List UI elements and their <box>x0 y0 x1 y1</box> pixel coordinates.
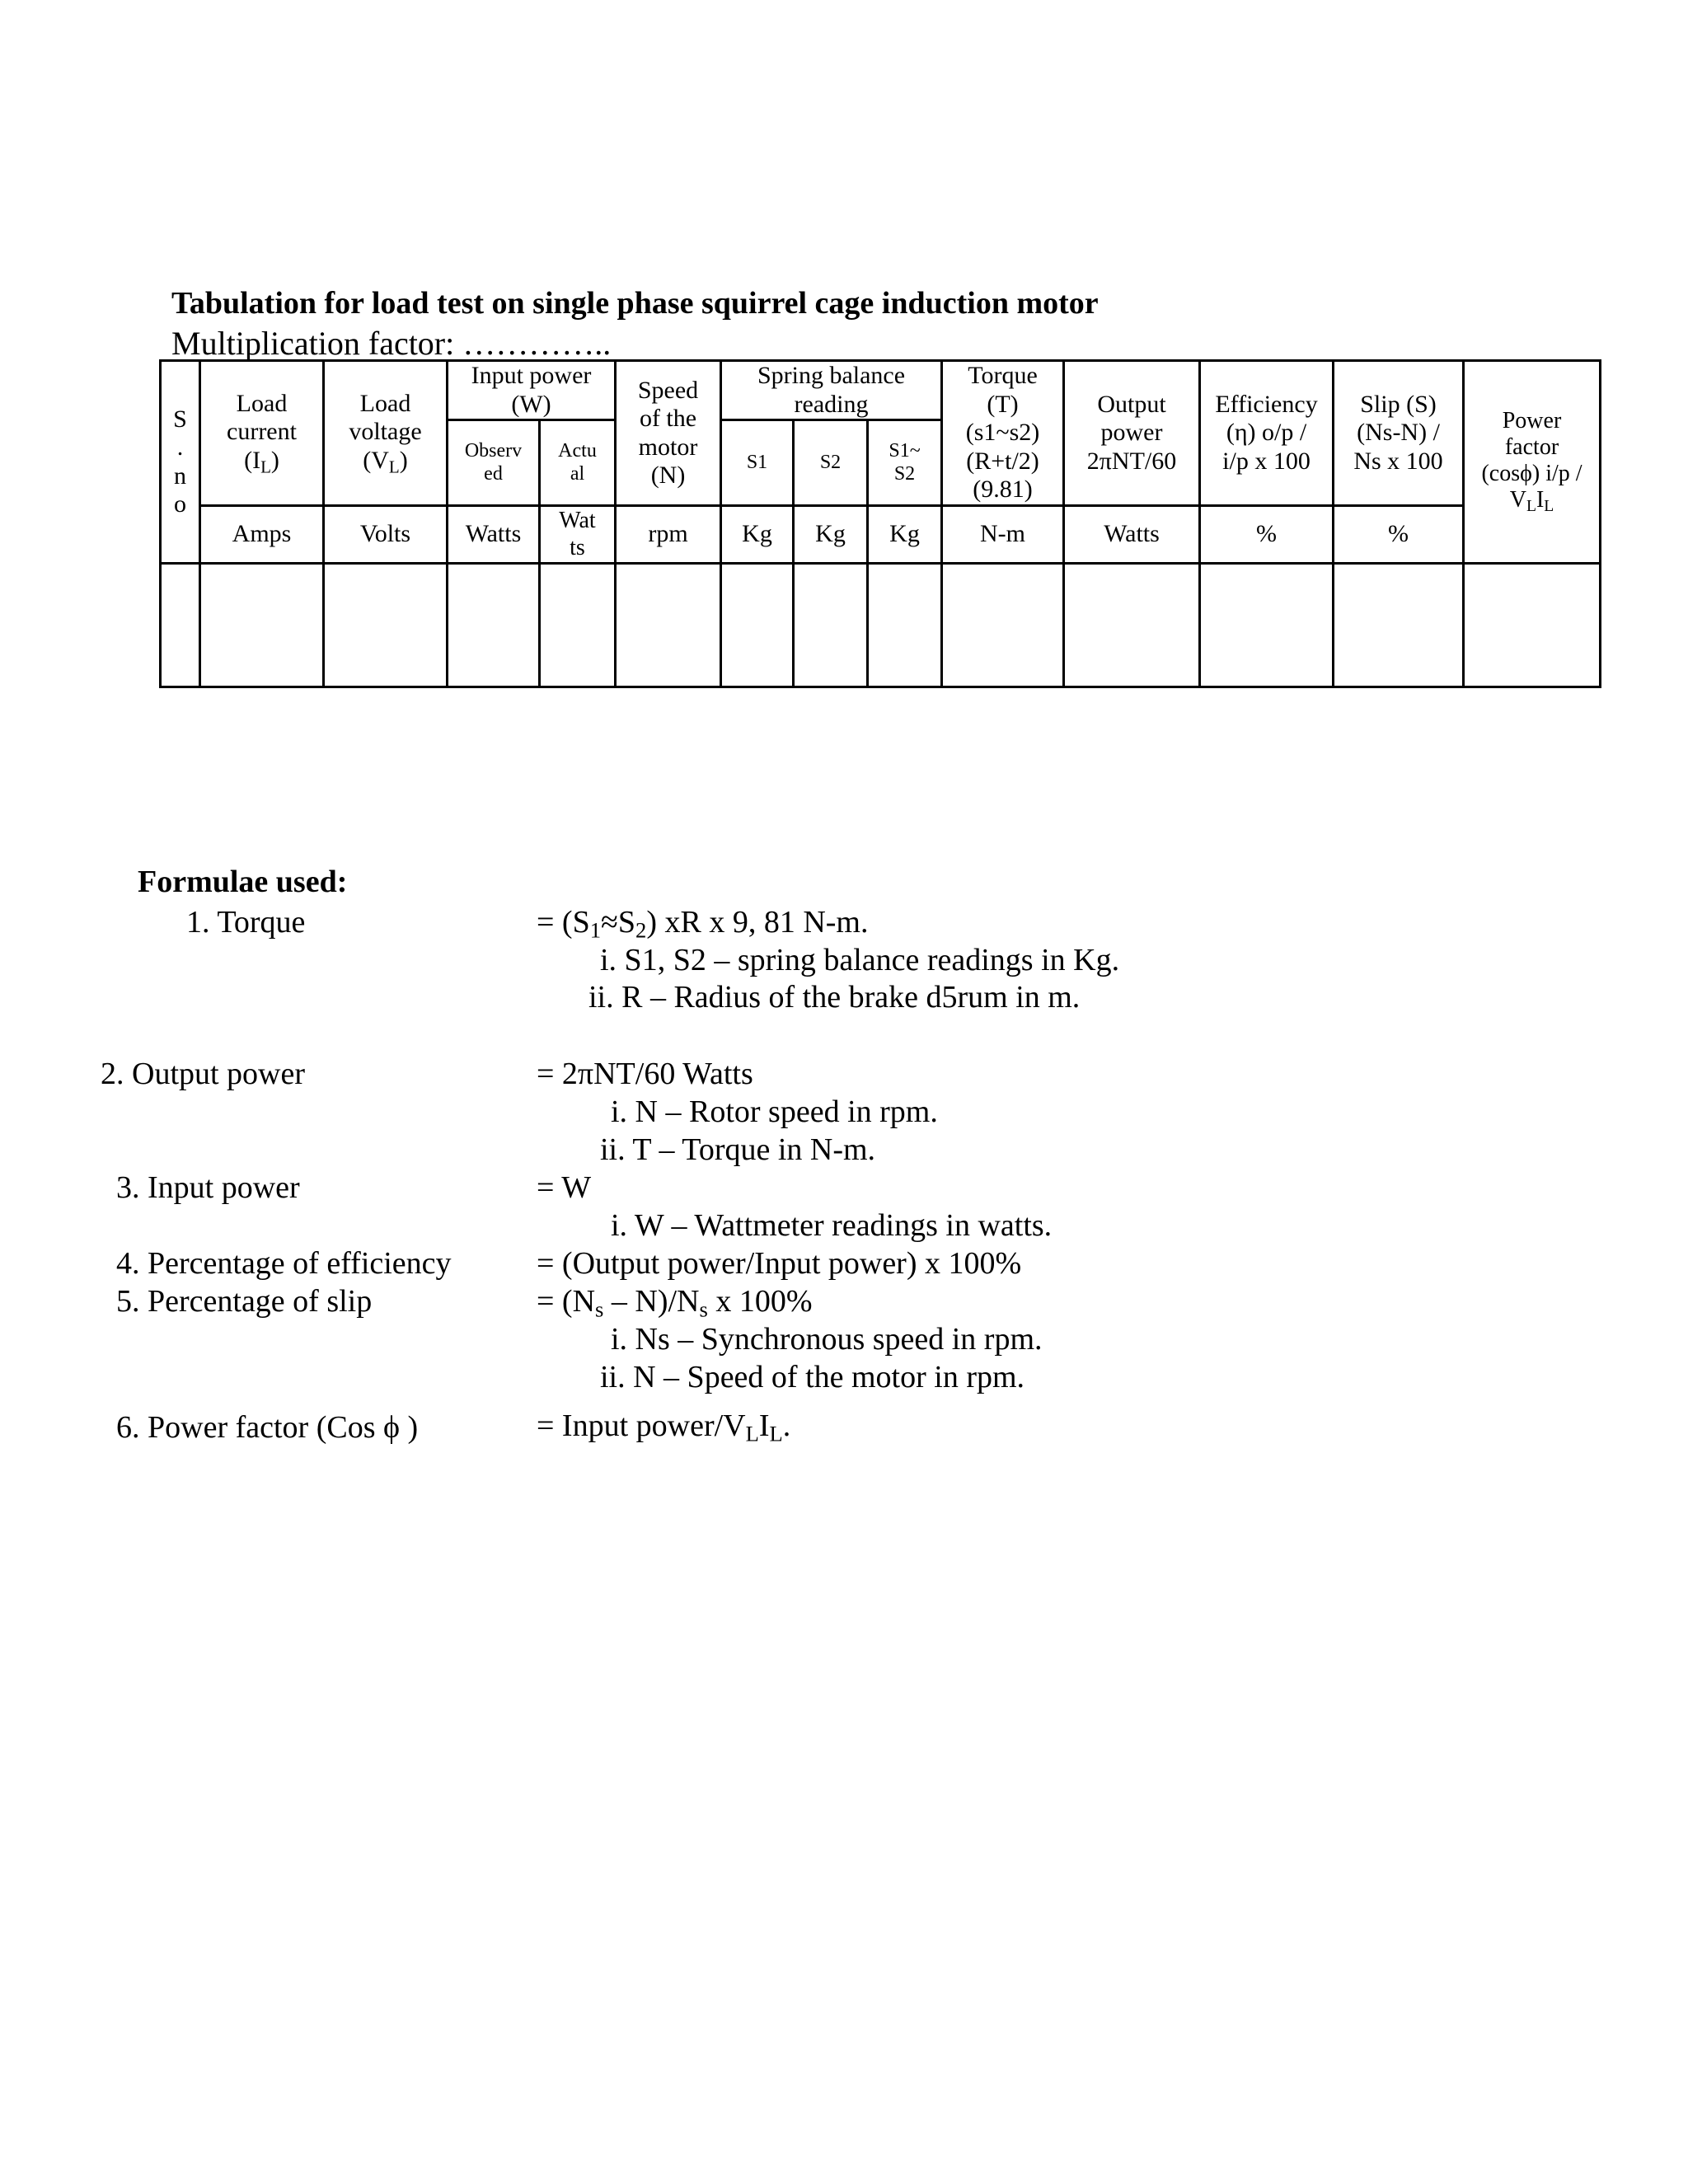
unit-percent-efficiency: % <box>1200 506 1334 564</box>
empty-cell <box>794 564 868 687</box>
output-power-label: 2. Output power <box>101 1057 306 1091</box>
empty-cell <box>200 564 324 687</box>
multiplication-factor: Multiplication factor: ………….. <box>171 325 612 362</box>
efficiency-equation: = (Output power/Input power) x 100% <box>537 1246 1022 1281</box>
input-power-equation: = W <box>537 1170 592 1205</box>
s1-s2-diff-header: S1~ S2 <box>868 420 942 506</box>
slip-note-1: i. Ns – Synchronous speed in rpm. <box>611 1322 1043 1357</box>
spring-balance-header: Spring balance reading <box>721 361 942 420</box>
document-title: Tabulation for load test on single phase squirrel cage induction motor <box>171 286 1099 321</box>
power-factor-label: 6. Power factor (Cos ϕ ) <box>116 1410 419 1445</box>
unit-rpm: rpm <box>616 506 721 564</box>
slip-label: 5. Percentage of slip <box>116 1284 373 1319</box>
empty-cell <box>324 564 448 687</box>
empty-cell <box>616 564 721 687</box>
load-current-header: Load current $(I_L)$ <box>200 361 324 506</box>
output-note-1: i. N – Rotor speed in rpm. <box>611 1094 938 1129</box>
unit-amps: Amps <box>200 506 324 564</box>
speed-header: Speed of the motor (N) <box>616 361 721 506</box>
unit-watts-output: Watts <box>1064 506 1200 564</box>
unit-percent-slip: % <box>1334 506 1464 564</box>
observed-header: Observ ed <box>448 420 540 506</box>
s2-header: S2 <box>794 420 868 506</box>
empty-cell <box>1464 564 1601 687</box>
unit-kg-s1: Kg <box>721 506 794 564</box>
output-power-header: Output power 2πNT/60 <box>1064 361 1200 506</box>
input-note-1: i. W – Wattmeter readings in watts. <box>611 1208 1053 1243</box>
output-note-2: ii. T – Torque in N-m. <box>600 1132 876 1167</box>
empty-cell <box>1334 564 1464 687</box>
torque-note-1: i. S1, S2 – spring balance readings in Kg. <box>600 943 1120 977</box>
formulae-heading: Formulae used: <box>138 865 348 899</box>
empty-cell <box>448 564 540 687</box>
torque-equation: = $(S_1\approx S_2)$ xR x 9, 81 N-m. <box>537 905 869 943</box>
efficiency-label: 4. Percentage of efficiency <box>116 1246 452 1281</box>
actual-header: Actu al <box>540 420 616 506</box>
empty-cell <box>1200 564 1334 687</box>
load-voltage-header: Load voltage $(V_L)$ <box>324 361 448 506</box>
torque-label: 1. Torque <box>186 905 306 940</box>
unit-watts-observed: Watts <box>448 506 540 564</box>
output-power-equation: = 2πNT/60 Watts <box>537 1057 753 1091</box>
unit-kg-diff: Kg <box>868 506 942 564</box>
empty-cell <box>721 564 794 687</box>
empty-cell <box>942 564 1064 687</box>
empty-cell <box>868 564 942 687</box>
load-test-table <box>159 359 1601 688</box>
slip-equation: = $(N_s - N)/N_s$ x 100% <box>537 1284 813 1322</box>
empty-cell <box>161 564 200 687</box>
input-power-header: Input power (W) <box>448 361 616 420</box>
table-row <box>161 564 1601 687</box>
unit-volts: Volts <box>324 506 448 564</box>
unit-nm: N-m <box>942 506 1064 564</box>
torque-note-2: ii. R – Radius of the brake d5rum in m. <box>588 980 1081 1015</box>
input-power-label: 3. Input power <box>116 1170 300 1205</box>
s1-header: S1 <box>721 420 794 506</box>
power-factor-equation: = Input power/$V_LI_L$. <box>537 1408 791 1446</box>
slip-note-2: ii. N – Speed of the motor in rpm. <box>600 1360 1025 1394</box>
torque-header: Torque (T) (s1~s2) (R+t/2) (9.81) <box>942 361 1064 506</box>
empty-cell <box>540 564 616 687</box>
sno-header: S . n o <box>161 361 200 564</box>
unit-kg-s2: Kg <box>794 506 868 564</box>
slip-header: Slip (S) (Ns-N) / Ns x 100 <box>1334 361 1464 506</box>
unit-watts-actual: Wat ts <box>540 506 616 564</box>
empty-cell <box>1064 564 1200 687</box>
power-factor-header: Power factor (cosϕ) i/p / $V_LI_L$ <box>1464 361 1601 564</box>
efficiency-header: Efficiency (η) o/p / i/p x 100 <box>1200 361 1334 506</box>
